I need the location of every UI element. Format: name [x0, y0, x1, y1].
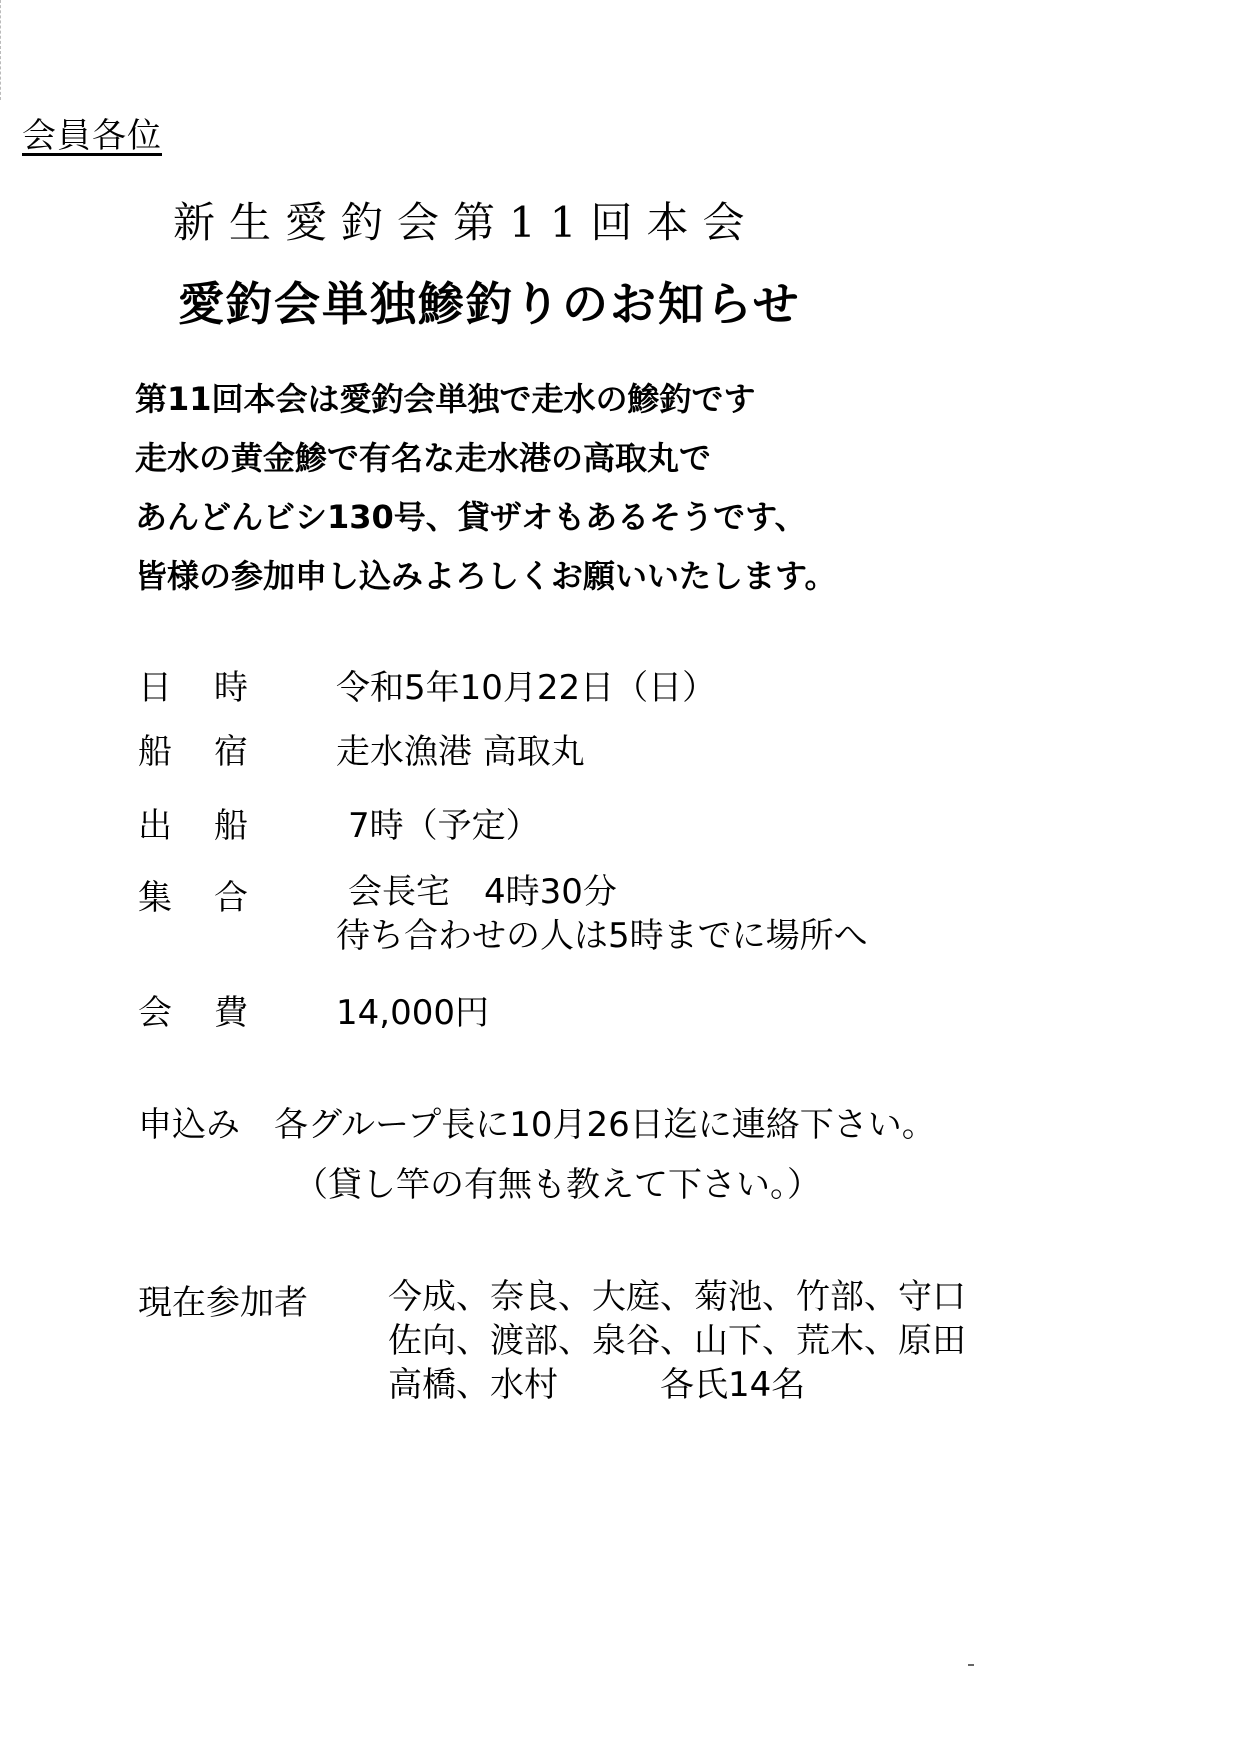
- addressee: 会員各位: [22, 116, 162, 156]
- label-char: 会: [138, 993, 172, 1033]
- participants-list: [388, 1275, 966, 1407]
- detail-value-meeting: [336, 870, 868, 958]
- intro-line: 皆様の参加申し込みよろしくお願いいたします。: [135, 557, 837, 595]
- label-char: 出: [138, 806, 172, 846]
- label-char: 日: [138, 668, 172, 708]
- meeting-place-time: 会長宅 4時30分: [348, 872, 617, 912]
- scan-speck: [968, 1664, 974, 1666]
- detail-value-departure: 7時（予定）: [348, 806, 540, 846]
- intro-line: あんどんビシ130号、貸ザオもあるそうです、: [135, 498, 807, 536]
- participants-line: 高橋、水村 各氏14名: [388, 1365, 806, 1405]
- application-note: （貸し竿の有無も教えて下さい。）: [294, 1165, 821, 1205]
- detail-label: [138, 660, 248, 709]
- application-line: 申込み 各グループ長に10月26日迄に連絡下さい。: [138, 1105, 936, 1145]
- participants-line: 今成、奈良、大庭、菊池、竹部、守口: [388, 1277, 966, 1317]
- label-char: 集: [138, 878, 172, 918]
- label-char: 船: [138, 732, 172, 772]
- label-char: 合: [214, 878, 248, 918]
- detail-value-fee: 14,000円: [336, 993, 489, 1033]
- document-title: 新生愛釣会第11回本会: [173, 198, 759, 247]
- intro-line: 走水の黄金鯵で有名な走水港の高取丸で: [135, 439, 712, 477]
- detail-value-boat: 走水漁港 高取丸: [336, 732, 585, 772]
- label-char: 宿: [214, 732, 248, 772]
- detail-label: [138, 798, 248, 847]
- intro-line: 第11回本会は愛釣会単独で走水の鯵釣です: [135, 380, 756, 418]
- application-section: [138, 1095, 936, 1215]
- label-char: 時: [214, 668, 248, 708]
- participants-line: 佐向、渡部、泉谷、山下、荒木、原田: [388, 1321, 966, 1361]
- document-subtitle: 愛釣会単独鯵釣りのお知らせ: [178, 277, 801, 331]
- detail-value-date: 令和5年10月22日（日）: [336, 668, 717, 708]
- detail-label: [138, 985, 248, 1034]
- label-char: 船: [214, 806, 248, 846]
- participants-label: 現在参加者: [138, 1283, 308, 1323]
- detail-label: [138, 724, 248, 773]
- detail-label: [138, 870, 248, 919]
- meeting-note: 待ち合わせの人は5時までに場所へ: [336, 916, 868, 956]
- label-char: 費: [214, 993, 248, 1033]
- page-edge-line: [0, 0, 4, 100]
- intro-paragraph: [135, 370, 836, 606]
